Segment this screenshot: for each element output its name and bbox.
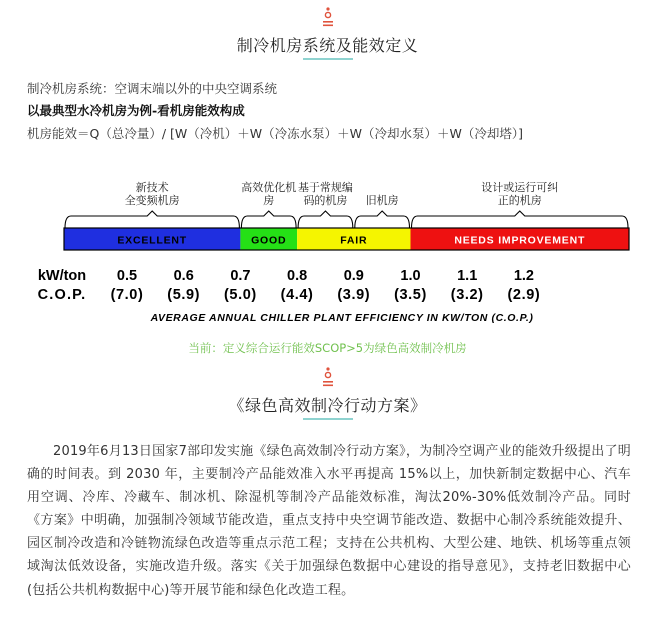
category-label: 设计或运行可纠 — [481, 181, 559, 194]
ornament-icon — [321, 6, 335, 28]
kw-per-ton-label: kW/ton — [37, 268, 87, 284]
cop-tick-label: (4.4) — [280, 287, 314, 303]
category-bracket — [298, 211, 353, 228]
section-title-plant-efficiency: 制冷机房系统及能效定义 — [236, 36, 419, 55]
cop-tick-label: (5.9) — [167, 287, 201, 303]
kw-tick-label: 1.2 — [513, 268, 534, 284]
category-bracket — [412, 211, 629, 228]
definition-text: 制冷机房系统：空调末端以外的中央空调系统 — [27, 81, 278, 96]
category-bracket — [355, 211, 410, 228]
kw-tick-label: 1.1 — [457, 268, 478, 284]
category-label: 正的机房 — [497, 194, 542, 207]
axis-title: AVERAGE ANNUAL CHILLER PLANT EFFICIENCY IN KW/TON (C.O.P.) — [150, 312, 534, 324]
title-underline — [303, 58, 353, 60]
category-label: 房 — [263, 194, 275, 207]
current-definition-note: 当前：定义综合运行能效SCOP>5为绿色高效制冷机房 — [188, 341, 467, 355]
cop-tick-label: (7.0) — [110, 287, 144, 303]
category-bracket — [241, 211, 296, 228]
kw-tick-label: 0.8 — [287, 268, 308, 284]
kw-tick-label: 0.5 — [116, 268, 138, 284]
cop-tick-label: (3.2) — [450, 287, 484, 303]
category-label: 旧机房 — [365, 194, 399, 207]
subheading-text: 以最典型水冷机房为例-看机房能效构成 — [27, 103, 245, 118]
section-title-action-plan: 《绿色高效制冷行动方案》 — [228, 396, 427, 415]
action-plan-paragraph: 2019年6月13日国家7部印发实施《绿色高效制冷行动方案》，为制冷空调产业的能效升级提出了明确的时间表。到 2030 年，主要制冷产品能效准入水平再提高 15%以上，加快新制定数据中心、汽车用空调、冷库、冷藏车、制冰机、除湿机等制冷产品能效标准，淘汰20%-30%低效制冷产品。同时《方案》中明确，加强制冷领域节能改造，重点支持中央空调节能改造、数据中心制冷系统能效提升、园区制冷改造和冷链物流绿色改造等重点示范工程；支持在公共机构、大型公建、地铁、机场等重点领域淘汰低效设备，实施改造升级。落实《关于加强绿色数据中心建设的指导意见》，支持老旧数据中心(包括公共机构数据中心)等开展节能和绿色化改造工程。 — [27, 444, 631, 598]
category-bracket — [65, 211, 239, 228]
cop-tick-label: (3.9) — [337, 287, 371, 303]
band-label: NEEDS IMPROVEMENT — [454, 234, 586, 247]
kw-tick-label: 0.7 — [230, 268, 251, 284]
category-label: 基于常规编 — [297, 181, 353, 194]
band-label: FAIR — [340, 234, 368, 247]
category-label: 高效优化机 — [241, 181, 297, 194]
category-label: 新技术 — [135, 181, 169, 194]
kw-tick-label: 1.0 — [400, 268, 421, 284]
category-label: 码的机房 — [303, 194, 348, 207]
title-underline — [303, 418, 353, 420]
category-label: 全变频机房 — [124, 194, 180, 207]
cop-tick-label: (3.5) — [394, 287, 427, 303]
efficiency-scale-chart — [20, 158, 635, 330]
kw-tick-label: 0.9 — [343, 268, 364, 284]
cop-label: C.O.P. — [37, 287, 87, 303]
cop-tick-label: (2.9) — [507, 287, 541, 303]
formula-text: 机房能效＝Q（总冷量）/ [W（冷机）＋W（冷冻水泵）＋W（冷却水泵）＋W（冷却塔）] — [27, 126, 523, 141]
ornament-icon — [321, 366, 335, 388]
band-label: GOOD — [251, 234, 287, 247]
kw-tick-label: 0.6 — [173, 268, 194, 284]
band-label: EXCELLENT — [117, 234, 188, 247]
cop-tick-label: (5.0) — [223, 287, 257, 303]
